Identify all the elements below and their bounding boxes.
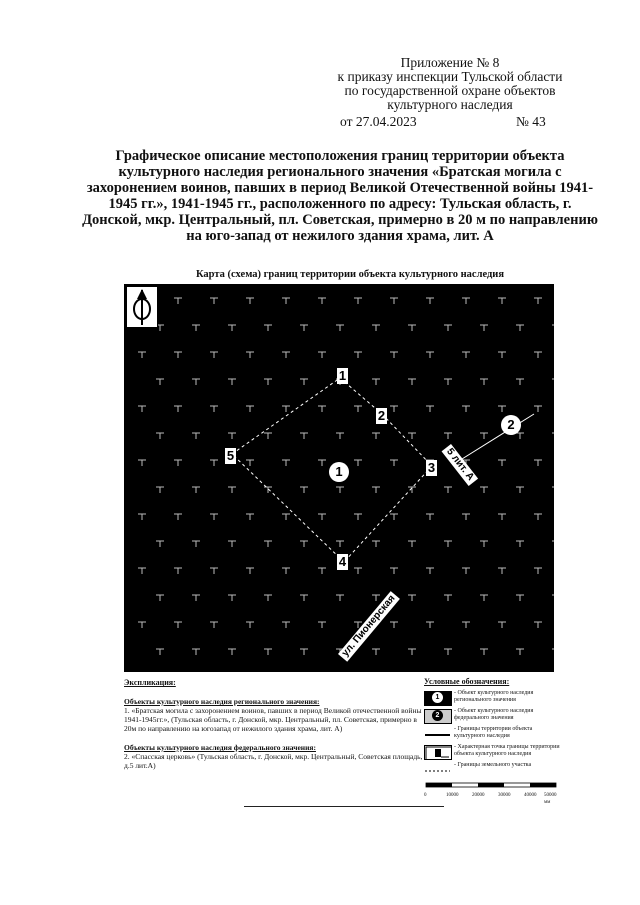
explanation-heading: Экспликация: <box>124 678 176 687</box>
appendix-line-4: культурного наследия <box>387 97 513 112</box>
map-caption: Карта (схема) границ территории объекта культурного наследия <box>195 269 505 280</box>
regional-object-marker: 1 <box>329 462 349 482</box>
boundary-map <box>124 284 554 672</box>
scale-bar-graphic <box>424 780 564 792</box>
federal-item: 2. «Спасская церковь» (Тульская область, г. Донской, мкр. Центральный, Советская площадь, д.5 лит.А) <box>124 752 423 770</box>
appendix-line-2: к приказу инспекции Тульской области <box>337 69 563 84</box>
scale-label-1: 10000 <box>446 793 459 798</box>
order-date: от 27.04.2023 <box>340 114 417 129</box>
appendix-header <box>300 56 600 112</box>
legend <box>424 677 564 805</box>
federal-object-marker: 2 <box>501 415 521 435</box>
legend-heading: Условные обозначения: <box>424 677 510 686</box>
regional-heading: Объекты культурного наследия регионального значения: <box>124 697 320 706</box>
boundary-point-2: 2 <box>377 408 386 423</box>
legend-federal-symbol: 2 <box>424 709 452 724</box>
explanation <box>124 678 424 770</box>
legend-federal-label: - Объект культурного наследия федерального значения <box>454 708 534 721</box>
legend-row-federal <box>424 708 564 724</box>
legend-regional-symbol: 1 <box>424 691 452 706</box>
dateline <box>340 114 580 130</box>
legend-point-label: - Характерная точка границы территории объекта культурного наследия <box>454 744 560 757</box>
boundary-point-3: 3 <box>427 460 436 475</box>
boundary-point-4: 4 <box>338 554 347 569</box>
appendix-line-3: по государственной охране объектов <box>344 83 556 98</box>
regional-item: 1. «Братская могила с захоронением воинов, павших в период Великой отечественной войны 1941-1945гг.», (Тульская область, г. Донской, мкр. Центральный, пл. Советская, примерно в 20м по направлению на югозапад от нежилого здания храма, лит. А) <box>124 706 422 733</box>
boundary-line-symbol <box>424 727 450 740</box>
legend-regional-label: - Объект культурного наследия регионального значения <box>454 690 534 703</box>
building-label: 5 лит. А <box>442 444 478 486</box>
federal-heading: Объекты культурного наследия федерального значения: <box>124 743 316 752</box>
parcel-boundary-symbol <box>424 763 450 776</box>
scale-label-3: 30000 <box>498 793 511 798</box>
characteristic-point-symbol <box>424 745 452 760</box>
document-title: Графическое описание местоположения границ территории объекта культурного наследия регионального значения «Братская могила с захоронением воинов, павших в период Великой Отечественной войны 1941-1945 гг.», 1941-1945 гг., расположенного по адресу: Тульская область, г. Донской, мкр. Центральный, пл. Советская, примерно в 20 м по направлению на юго-запад от нежилого здания храма, лит. А <box>82 148 598 244</box>
legend-row-boundary <box>424 726 564 742</box>
legend-row-point <box>424 744 564 760</box>
legend-row-regional <box>424 690 564 706</box>
scale-label-2: 20000 <box>472 793 485 798</box>
legend-row-parcel <box>424 762 564 778</box>
legend-parcel-label: - Границы земельного участка <box>454 762 532 768</box>
legend-boundary-label: - Границы территории объекта культурного наследия <box>454 726 533 739</box>
street-label: ул. Пионерская <box>338 591 400 662</box>
appendix-line-1: Приложение № 8 <box>400 55 500 70</box>
scale-bar <box>424 780 564 805</box>
boundary-point-1: 1 <box>338 368 347 383</box>
scale-label-0: 0 <box>424 793 427 798</box>
order-number: № 43 <box>516 114 546 129</box>
bottom-divider <box>244 806 444 807</box>
scale-label-5: 50000 мм <box>544 793 557 805</box>
boundary-point-5: 5 <box>226 448 235 463</box>
scale-label-4: 40000 <box>524 793 537 798</box>
